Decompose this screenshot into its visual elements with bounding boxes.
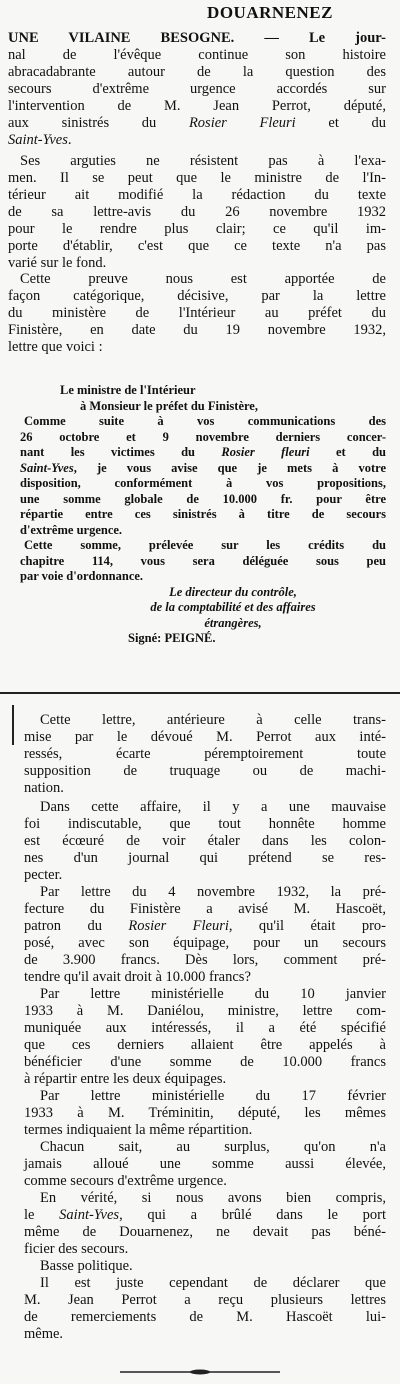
text-line: posé, avec son équipage, pour un secours bbox=[24, 935, 386, 951]
text-line: Cette lettre, antérieure à celle trans- bbox=[40, 712, 386, 728]
letter-line: à Monsieur le préfet du Finistère, bbox=[80, 398, 258, 413]
text-line: Dans cette affaire, il y a une mauvaise bbox=[40, 799, 386, 815]
text-line: même de Douarnenez, ne devait pas béné- bbox=[24, 1224, 386, 1240]
text-line: patron du Rosier Fleuri, qu'il était pro- bbox=[24, 918, 386, 934]
text-line: Il est juste cependant de déclarer que bbox=[40, 1275, 386, 1291]
text-line: Chacun sait, au surplus, qu'on n'a bbox=[40, 1139, 386, 1155]
text-line: abracadabrante autour de la question des bbox=[8, 64, 386, 80]
letter-line: répartie entre ces sinistrés à titre de secours bbox=[20, 507, 386, 521]
text-line: lettre que voici : bbox=[8, 339, 103, 355]
text-line: termes indiquaient la même répartition. bbox=[24, 1122, 253, 1138]
text-line: 1933 à M. Tréminitin, député, les mêmes bbox=[24, 1105, 386, 1121]
text-line: muniquée aux intéressés, il a été spécifié bbox=[24, 1020, 386, 1036]
text-line: Par lettre ministérielle du 10 janvier bbox=[40, 986, 386, 1002]
ship-name: Saint-Yves bbox=[59, 1207, 120, 1223]
letter-line: une somme globale de 10.000 fr. pour être bbox=[20, 491, 386, 506]
text-line: porte d'établir, c'est que ce texte n'a pas bbox=[8, 238, 386, 254]
letter-line: de la comptabilité et des affaires bbox=[150, 600, 316, 614]
text-line: de sa lettre-avis du 26 novembre 1932 bbox=[8, 204, 386, 220]
text-line: pour le rendre plus clair; ce qu'il im- bbox=[8, 221, 386, 237]
letter-line: Comme suite à vos communications des bbox=[24, 414, 386, 428]
text-line: l'intervention de M. Jean Perrot, député, bbox=[8, 98, 386, 114]
ship-name: Saint-Yves bbox=[20, 460, 74, 475]
letter-line: Le ministre de l'Intérieur bbox=[60, 383, 196, 397]
text-line: bénéficier d'une somme de 10.000 francs bbox=[24, 1054, 386, 1070]
text-line: nation. bbox=[24, 780, 64, 796]
text-line: foi indiscutable, que tout honnête homme bbox=[24, 816, 386, 832]
text-line: jamais alloué une somme aussi élevée, bbox=[24, 1156, 386, 1172]
ship-name: Rosier Fleuri bbox=[188, 115, 296, 131]
text-line: ressés, écarte péremptoirement toute bbox=[24, 746, 386, 762]
text-line: Saint-Yves. bbox=[8, 132, 72, 148]
text-line: secours d'extrême urgence accordés sur bbox=[8, 81, 386, 97]
section-divider bbox=[0, 692, 400, 694]
text-line: Cette preuve nous est apportée de bbox=[20, 271, 386, 287]
text-line: térieur ait modifié la rédaction du texte bbox=[8, 187, 386, 203]
text-line: que ces derniers allaient être appelés à bbox=[24, 1037, 386, 1053]
letter-line: d'extrême urgence. bbox=[20, 522, 123, 537]
text-line: Ses arguties ne résistent pas à l'exa- bbox=[20, 153, 386, 169]
text-line: M. Jean Perrot a reçu plusieurs lettres bbox=[24, 1292, 386, 1308]
end-ornament bbox=[120, 1369, 280, 1375]
letter-line: chapitre 114, vous sera déléguée sous peu bbox=[20, 553, 386, 568]
letter-line: Le directeur du contrôle, bbox=[169, 584, 297, 599]
text-line: varié sur le fond. bbox=[8, 255, 107, 271]
ship-name: Saint-Yves bbox=[8, 132, 68, 148]
ship-name: Rosier Fleuri bbox=[128, 918, 229, 934]
text-line: mise par le dévoué M. Perrot aux inté- bbox=[24, 729, 386, 745]
text-line: pecter. bbox=[24, 867, 63, 883]
text-line: Basse politique. bbox=[40, 1258, 133, 1274]
text-line: du ministère de l'Intérieur au préfet du bbox=[8, 305, 386, 321]
text-line: le Saint-Yves, qui a brûlé dans le port bbox=[24, 1207, 386, 1223]
letter-line: nant les victimes du Rosier fleuri et du bbox=[20, 445, 387, 459]
text-line: façon catégorique, décisive, par la lettre bbox=[8, 288, 386, 304]
letter-line: Signé: PEIGNÉ. bbox=[128, 631, 216, 645]
text-line: Finistère, en date du 19 novembre 1932, bbox=[8, 322, 386, 338]
text-line: même. bbox=[24, 1326, 64, 1342]
text-line: Par lettre du 4 novembre 1932, la pré- bbox=[40, 884, 386, 900]
text-line: comme secours d'extrême urgence. bbox=[24, 1173, 227, 1189]
text-line: nes d'un journal qui prétend se res- bbox=[24, 850, 386, 866]
text-line: de remerciements de M. Hascoët lui- bbox=[24, 1309, 386, 1325]
text-line: ficier des secours. bbox=[24, 1241, 129, 1257]
letter-line: étrangères, bbox=[204, 615, 262, 630]
column-rule bbox=[12, 705, 14, 745]
letter-line: 26 octobre et 9 novembre derniers concer- bbox=[20, 429, 386, 444]
text-line: nal de l'évêque continue son histoire bbox=[8, 47, 386, 63]
section-heading: DOUARNENEZ bbox=[207, 3, 333, 22]
text-line: de 3.900 francs. Dès lors, comment pré- bbox=[24, 952, 386, 968]
text-line: 1933 à M. Daniélou, ministre, lettre com- bbox=[24, 1003, 386, 1019]
letter-line: Saint-Yves, je vous avise que je mets à votre bbox=[20, 460, 386, 475]
letter-line: Cette somme, prélevée sur les crédits du bbox=[24, 538, 386, 552]
text-line: UNE VILAINE BESOGNE. — Le jour- bbox=[8, 30, 386, 46]
ship-name: Rosier fleuri bbox=[221, 445, 310, 459]
text-line: tendre qu'il avait droit à 10.000 francs? bbox=[24, 969, 251, 985]
text-line: supposition de truquage ou de machi- bbox=[24, 763, 386, 779]
text-line: à répartir entre les deux équipages. bbox=[24, 1071, 227, 1087]
text-line: est écœuré de voir étaler dans les colon- bbox=[24, 833, 386, 849]
text-line: En vérité, si nous avons bien compris, bbox=[40, 1190, 386, 1206]
text-line: Par lettre ministérielle du 17 février bbox=[40, 1088, 386, 1104]
text-line: aux sinistrés du Rosier Fleuri et du bbox=[8, 115, 387, 131]
letter-line: par voie d'ordonnance. bbox=[20, 569, 144, 583]
text-line: men. Il se peut que le ministre de l'In- bbox=[8, 170, 386, 186]
text-line: fecture du Finistère a avisé M. Hascoët, bbox=[24, 901, 386, 917]
letter-line: disposition, conformément à vos propositions, bbox=[20, 476, 386, 490]
